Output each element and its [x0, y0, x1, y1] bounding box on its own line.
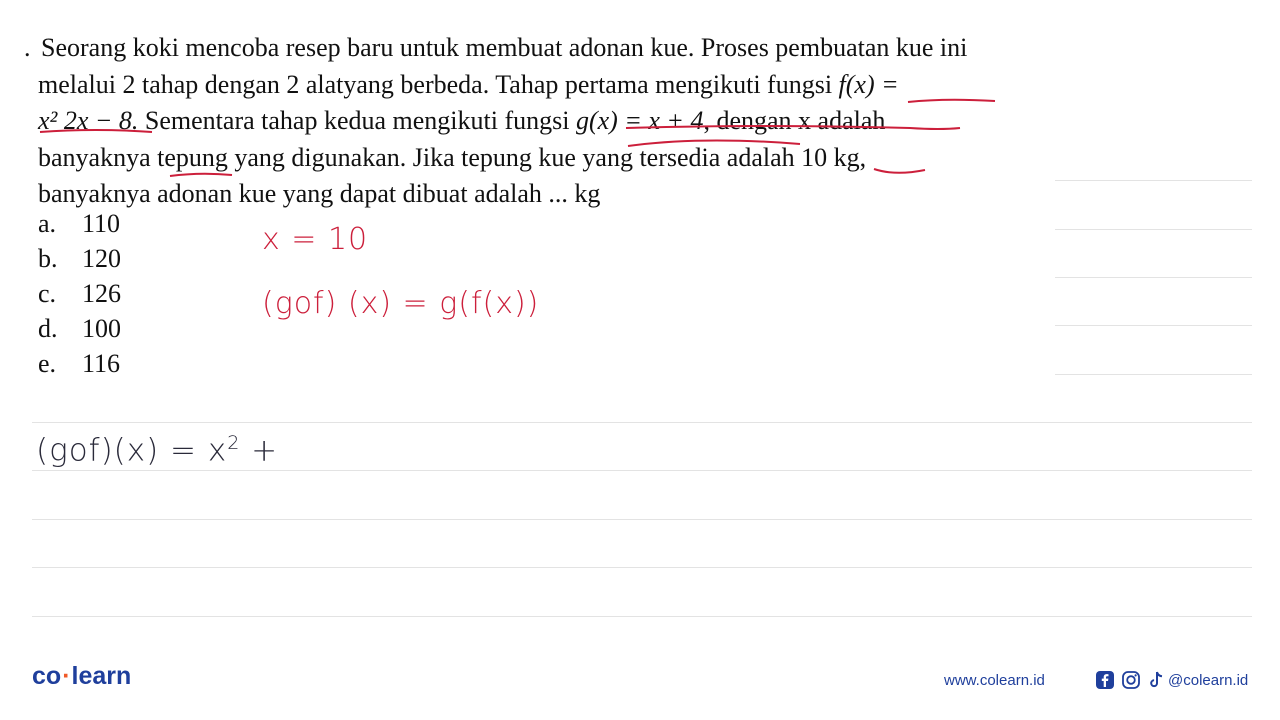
- option-c[interactable]: [38, 276, 121, 311]
- question-line-2: [24, 67, 1054, 104]
- handwritten-composition-definition: (gof) (x) = g(f(x)): [262, 286, 540, 321]
- function-f-expression: x² 2x − 8.: [38, 106, 139, 135]
- question-line-3: [24, 103, 1054, 140]
- option-value: 110: [82, 209, 121, 238]
- ruled-line: [32, 616, 1252, 617]
- logo-left: co: [32, 662, 62, 690]
- option-letter: d.: [38, 314, 58, 343]
- website-link[interactable]: www.colearn.id: [944, 672, 1045, 689]
- question-line-3-tail: , dengan x adalah: [703, 106, 886, 135]
- question-bullet: .: [24, 33, 31, 62]
- option-letter: b.: [38, 244, 58, 273]
- social-handle[interactable]: @colearn.id: [1168, 672, 1249, 689]
- instagram-icon[interactable]: [1121, 670, 1141, 690]
- question-line-3-text: Sementara tahap kedua mengikuti fungsi: [138, 106, 576, 135]
- logo-right: learn: [71, 662, 132, 690]
- ruled-line: [32, 422, 1252, 423]
- handwritten-exponent: 2: [227, 432, 241, 454]
- question-line-2-text: melalui 2 tahap dengan 2 alatyang berbeda. Tahap pertama mengikuti fungsi: [38, 69, 839, 99]
- answer-options: [38, 206, 121, 381]
- ruled-line: [1055, 374, 1252, 375]
- option-letter: c.: [38, 279, 57, 308]
- option-b[interactable]: [38, 241, 121, 276]
- ruled-line: [1055, 325, 1252, 326]
- question-text: [24, 30, 1054, 213]
- function-f-label: f(x) =: [838, 69, 899, 99]
- option-letter: a.: [38, 209, 57, 238]
- ruled-line: [1055, 180, 1252, 181]
- option-e[interactable]: [38, 346, 121, 381]
- handwritten-rhs: +: [240, 432, 279, 469]
- ruled-line: [32, 567, 1252, 568]
- function-g-expression: g(x) = x + 4: [575, 106, 704, 135]
- question-line-4-text: banyaknya tepung yang digunakan. Jika tepung kue yang tersedia adalah 10 kg,: [38, 142, 867, 172]
- ruled-line: [32, 519, 1252, 520]
- option-a[interactable]: [38, 206, 121, 241]
- ruled-line: [32, 470, 1252, 471]
- ruled-line: [1055, 277, 1252, 278]
- question-line-5: [24, 176, 1054, 213]
- colearn-logo: [32, 662, 131, 691]
- option-value: 126: [82, 279, 121, 308]
- option-value: 116: [82, 349, 121, 378]
- question-line-5-text: banyaknya adonan kue yang dapat dibuat adalah ... kg: [38, 179, 601, 208]
- option-value: 120: [82, 244, 121, 273]
- handwritten-composition-work: [36, 432, 278, 468]
- question-line-1-text: Seorang koki mencoba resep baru untuk membuat adonan kue. Proses pembuatan kue ini: [41, 33, 968, 62]
- handwritten-x-value: x = 10: [262, 222, 369, 257]
- option-value: 100: [82, 314, 121, 343]
- tiktok-icon[interactable]: [1146, 670, 1166, 690]
- option-letter: e.: [38, 349, 57, 378]
- question-line-1: [24, 30, 1054, 67]
- handwritten-lhs: (gof)(x) = x: [36, 432, 228, 469]
- logo-dot: ·: [62, 662, 71, 690]
- ruled-line: [1055, 229, 1252, 230]
- question-line-4: [24, 140, 1054, 177]
- facebook-icon[interactable]: [1095, 670, 1115, 690]
- option-d[interactable]: [38, 311, 121, 346]
